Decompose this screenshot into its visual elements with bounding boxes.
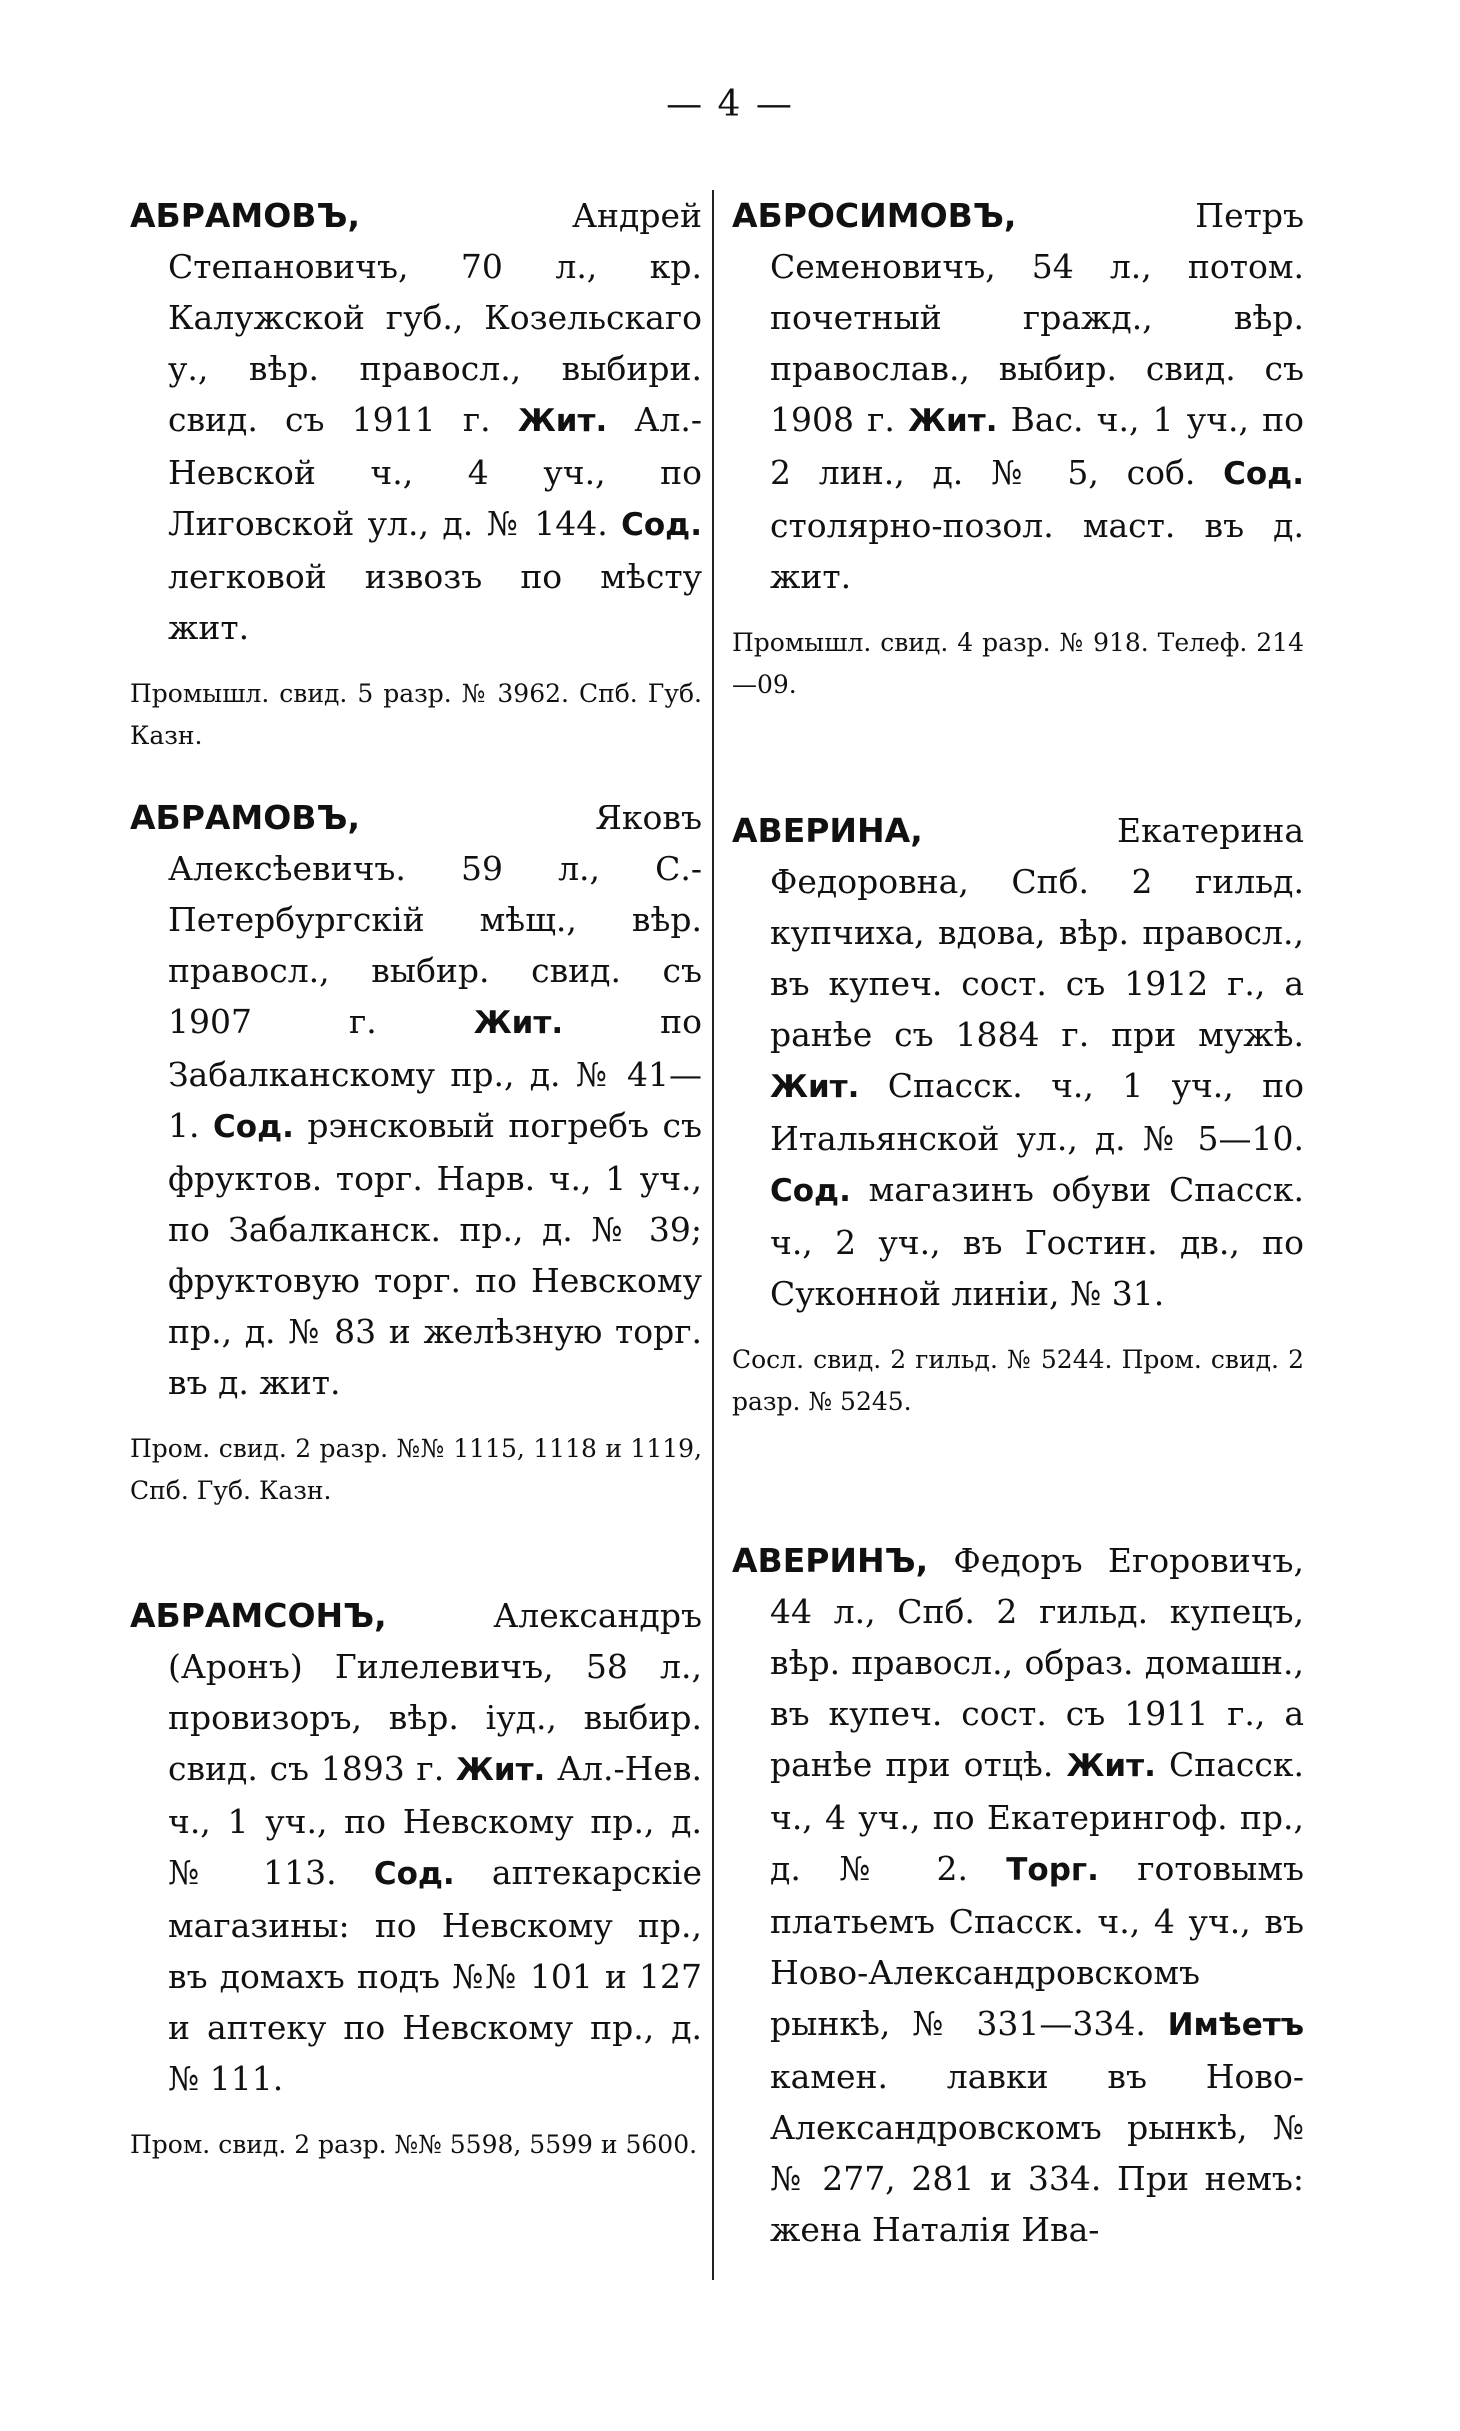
entry-body: легковой извозъ по мѣсту жит. (168, 557, 702, 647)
entry-surname: АВЕРИНА, (732, 811, 923, 850)
entry-body: по Забалканскому пр., д. № 41—1. (168, 1002, 702, 1145)
directory-entry (130, 1590, 702, 2166)
entry-body: камен. лавки въ Ново-Александровскомъ рынкѣ, №№ 277, 281 и 334. При немъ: жена Наталія Ива- (770, 2057, 1304, 2249)
entry-surname: АБРАМСОНЪ, (130, 1596, 387, 1635)
keyword-business: Сод. (373, 1856, 455, 1892)
entry-body: готовымъ платьемъ Спасск. ч., 4 уч., въ Ново-Александровскомъ рынкѣ, № 331—334. (770, 1849, 1304, 2043)
keyword-business: Сод. (213, 1109, 294, 1145)
page-number: — 4 — (666, 84, 794, 125)
column-divider (712, 190, 714, 2280)
entry-surname: АБРАМОВЪ, (130, 798, 361, 837)
license-note: Промышл. свид. 5 разр. № 3962. Спб. Губ. Казн. (130, 679, 702, 750)
entry-body: Ал.-Нев. ч., 1 уч., по Невскому пр., д. № 113. (168, 1749, 702, 1892)
entry-body: магазинъ обуви Спасск. ч., 2 уч., въ Гостин. дв., по Суконной линіи, № 31. (770, 1170, 1304, 1313)
entry-body: Ал.-Невской ч., 4 уч., по Лиговской ул., д. № 144. (168, 400, 703, 543)
directory-entry (732, 190, 1304, 706)
entry-body: Спасск. ч., 1 уч., по Итальянской ул., д. № 5—10. (770, 1066, 1304, 1158)
keyword-trade: Торг. (1006, 1852, 1099, 1888)
keyword-business: Сод. (770, 1173, 851, 1209)
entry-body: Андрей Степановичъ, 70 л., кр. Калужской губ., Козельскаго у., вѣр. правосл., выбири. свид. съ 1911 г. (168, 196, 702, 439)
entry-surname: АБРАМОВЪ, (130, 196, 361, 235)
keyword-business: Сод. (1223, 456, 1304, 492)
entry-text (130, 190, 702, 653)
entry-body: Яковъ Алексѣевичъ. 59 л., С.-Петербургскій мѣщ., вѣр. правосл., выбир. свид. съ 1907 г. (168, 798, 702, 1041)
keyword-residence: Жит. (770, 1069, 860, 1105)
entry-body: аптекарскіе магазины: по Невскому пр., въ домахъ подъ №№ 101 и 127 и аптеку по Невскому пр., д. № 111. (168, 1853, 702, 2098)
entry-surname: АБРОСИМОВЪ, (732, 196, 1017, 235)
entry-body: Спасск. ч., 4 уч., по Екатерингоф. пр., д. № 2. (770, 1745, 1304, 1888)
entry-body: столярно-позол. маст. въ д. жит. (770, 506, 1304, 596)
keyword-business: Сод. (621, 507, 702, 543)
entry-text (732, 190, 1304, 602)
entry-surname: АВЕРИНЪ, (732, 1541, 929, 1580)
keyword-residence: Жит. (473, 1005, 564, 1041)
entry-body: Екатерина Федоровна, Спб. 2 гильд. купчиха, вдова, вѣр. правосл., въ купеч. сост. съ 1912 г., а ранѣе съ 1884 г. при мужѣ. (770, 811, 1304, 1054)
entry-text (130, 1590, 702, 2104)
entry-body: Петръ Семеновичъ, 54 л., потом. почетный гражд., вѣр. православ., выбир. свид. съ 1908 г. (770, 196, 1304, 439)
entry-body: Александръ (Аронъ) Гилелевичъ, 58 л., провизоръ, вѣр. іуд., выбир. свид. съ 1893 г. (168, 1596, 702, 1788)
keyword-owns: Имѣетъ (1167, 2007, 1304, 2043)
license-note: Промышл. свид. 4 разр. № 918. Телеф. 214—09. (732, 628, 1304, 699)
directory-entry (732, 805, 1304, 1423)
entry-text (732, 805, 1304, 1319)
entry-body: Вас. ч., 1 уч., по 2 лин., д. № 5, соб. (770, 400, 1304, 492)
directory-entry (130, 792, 702, 1512)
entry-body: Федоръ Егоровичъ, 44 л., Спб. 2 гильд. купецъ, вѣр. правосл., образ. домашн., въ купеч. сост. съ 1911 г., а ранѣе при отцѣ. (770, 1541, 1304, 1784)
keyword-residence: Жит. (908, 403, 998, 439)
keyword-residence: Жит. (517, 403, 608, 439)
directory-entry (130, 190, 702, 757)
license-note: Пром. свид. 2 разр. №№ 1115, 1118 и 1119, Спб. Губ. Казн. (130, 1434, 702, 1505)
entry-text (732, 1535, 1304, 2255)
keyword-residence: Жит. (455, 1752, 546, 1788)
license-note: Пром. свид. 2 разр. №№ 5598, 5599 и 5600. (130, 2130, 698, 2159)
license-note: Сосл. свид. 2 гильд. № 5244. Пром. свид. 2 разр. № 5245. (732, 1345, 1304, 1416)
entry-text (130, 792, 702, 1408)
entry-body: рэнсковый погребъ съ фруктов. торг. Нарв. ч., 1 уч., по Забалканск. пр., д. № 39; фруктовую торг. по Невскому пр., д. № 83 и желѣзную торг. въ д. жит. (168, 1106, 703, 1402)
directory-entry (732, 1535, 1304, 2255)
keyword-residence: Жит. (1066, 1748, 1156, 1784)
